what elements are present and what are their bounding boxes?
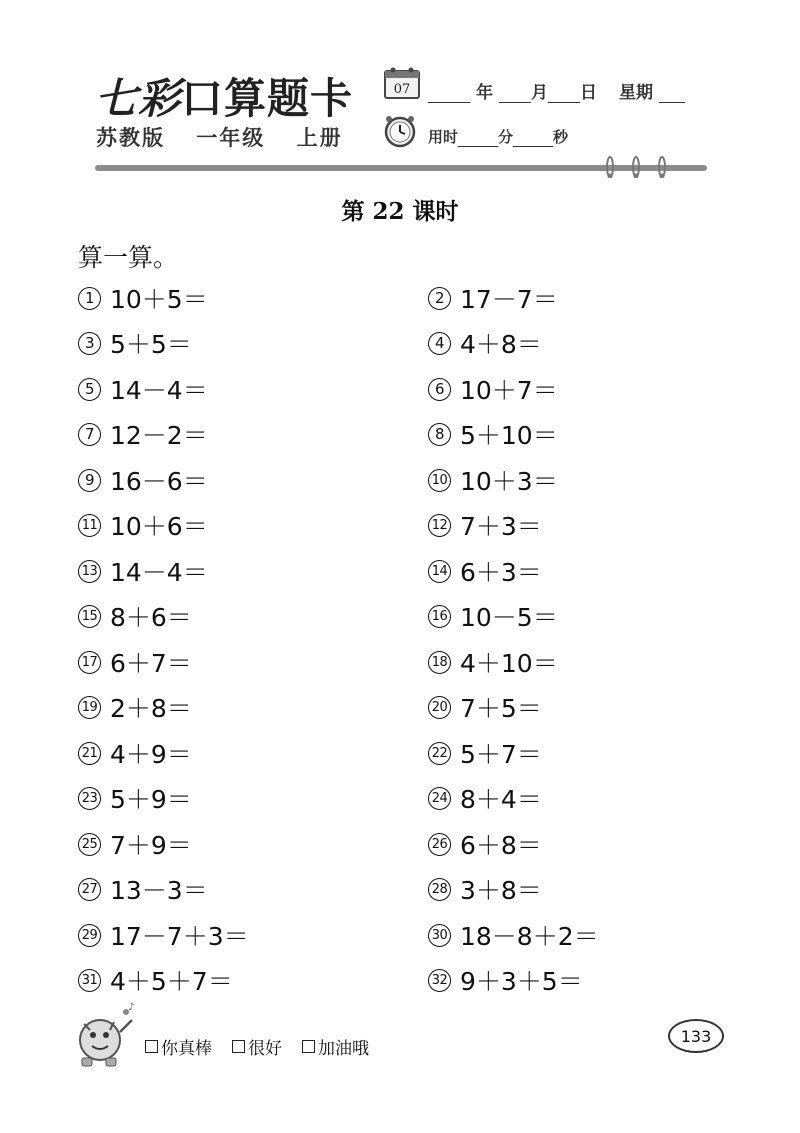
problem-expression: 5＋7＝ <box>460 740 542 769</box>
problem-expression: 2＋8＝ <box>110 694 192 723</box>
seconds-blank[interactable] <box>513 132 553 147</box>
problem-number: 10 <box>428 469 451 492</box>
brand-first: 七彩 <box>95 74 182 123</box>
problem-number: 22 <box>428 742 451 765</box>
problem-item <box>428 964 583 996</box>
problem-number: 24 <box>428 787 451 810</box>
weekday-blank[interactable] <box>659 88 685 103</box>
month-label: 月 <box>531 83 548 103</box>
problem-expression: 17－7＋3＝ <box>110 922 249 951</box>
problem-expression: 4＋9＝ <box>110 740 192 769</box>
binder-ring-icon <box>606 156 614 178</box>
rating-label: 加油哦 <box>318 1039 369 1059</box>
problem-item <box>78 418 208 450</box>
problem-item <box>78 691 192 723</box>
edition-line <box>96 122 365 152</box>
problem-item <box>428 691 542 723</box>
problem-number: 7 <box>78 423 101 446</box>
problem-number: 6 <box>428 378 451 401</box>
problem-expression: 10＋7＝ <box>460 376 558 405</box>
problem-number: 27 <box>78 878 101 901</box>
problem-number: 11 <box>78 514 101 537</box>
problem-item <box>428 418 558 450</box>
problem-expression: 8＋6＝ <box>110 603 192 632</box>
calendar-day: 07 <box>393 82 411 97</box>
problem-item <box>78 327 192 359</box>
problem-number: 1 <box>78 287 101 310</box>
problem-item <box>428 919 599 951</box>
problem-number: 3 <box>78 332 101 355</box>
rating-option[interactable] <box>302 1034 369 1059</box>
svg-text:♪: ♪ <box>128 1002 135 1013</box>
problem-item <box>428 828 542 860</box>
problem-number: 17 <box>78 651 101 674</box>
problem-item <box>428 373 558 405</box>
problem-item <box>428 464 558 496</box>
problem-number: 14 <box>428 560 451 583</box>
rating-option[interactable] <box>232 1034 282 1059</box>
problem-number: 28 <box>428 878 451 901</box>
year-label: 年 <box>476 83 493 103</box>
problem-expression: 7＋3＝ <box>460 512 542 541</box>
lesson-title: 第 22 课时 <box>341 198 459 225</box>
problem-number: 5 <box>78 378 101 401</box>
weekday-label: 星期 <box>619 83 653 103</box>
problem-number: 19 <box>78 696 101 719</box>
problem-number: 15 <box>78 605 101 628</box>
mascot-illustration <box>70 1002 140 1070</box>
rating-checkbox[interactable] <box>232 1040 245 1053</box>
problem-item <box>78 919 249 951</box>
problem-expression: 7＋5＝ <box>460 694 542 723</box>
problem-item <box>78 464 208 496</box>
problem-number: 20 <box>428 696 451 719</box>
problem-item <box>428 327 542 359</box>
problem-item <box>78 873 208 905</box>
problem-number: 16 <box>428 605 451 628</box>
day-label: 日 <box>580 83 597 103</box>
problem-item <box>78 555 208 587</box>
problem-expression: 16－6＝ <box>110 467 208 496</box>
problem-expression: 4＋10＝ <box>460 649 558 678</box>
edition-grade: 一年级 <box>196 126 266 150</box>
problem-item <box>428 873 542 905</box>
problem-item <box>78 782 192 814</box>
problem-item <box>78 646 192 678</box>
problem-expression: 5＋9＝ <box>110 785 192 814</box>
date-line <box>428 78 685 103</box>
rating-checkbox[interactable] <box>302 1040 315 1053</box>
problem-expression: 6＋3＝ <box>460 558 542 587</box>
problem-expression: 17－7＝ <box>460 285 558 314</box>
problem-item <box>428 282 558 314</box>
problem-number: 30 <box>428 924 451 947</box>
minutes-blank[interactable] <box>458 132 498 147</box>
rating-checkbox[interactable] <box>145 1040 158 1053</box>
problem-expression: 4＋8＝ <box>460 330 542 359</box>
rating-option[interactable] <box>145 1034 212 1059</box>
problem-expression: 10＋3＝ <box>460 467 558 496</box>
problem-expression: 14－4＝ <box>110 376 208 405</box>
problem-item <box>78 373 208 405</box>
rating-label: 很好 <box>248 1039 282 1059</box>
problem-expression: 5＋10＝ <box>460 421 558 450</box>
seconds-label: 秒 <box>553 128 569 146</box>
problem-item <box>78 282 208 314</box>
problem-item <box>428 555 542 587</box>
problem-number: 9 <box>78 469 101 492</box>
problem-number: 13 <box>78 560 101 583</box>
problem-number: 2 <box>428 287 451 310</box>
problem-expression: 10＋6＝ <box>110 512 208 541</box>
problem-item <box>428 737 542 769</box>
problem-item <box>78 600 192 632</box>
problem-item <box>78 828 192 860</box>
month-blank[interactable] <box>499 88 531 103</box>
problem-expression: 14－4＝ <box>110 558 208 587</box>
problem-number: 32 <box>428 969 451 992</box>
problem-number: 25 <box>78 833 101 856</box>
clock-icon <box>383 114 417 148</box>
problem-expression: 18－8＋2＝ <box>460 922 599 951</box>
problem-expression: 3＋8＝ <box>460 876 542 905</box>
edition-volume: 上册 <box>296 126 343 150</box>
calendar-icon <box>383 66 421 100</box>
time-used-label: 用时 <box>428 128 459 146</box>
brand-title <box>95 66 353 126</box>
instruction: 算一算。 <box>78 243 179 272</box>
minutes-label: 分 <box>498 128 514 146</box>
problem-number: 12 <box>428 514 451 537</box>
problem-number: 29 <box>78 924 101 947</box>
problem-number: 31 <box>78 969 101 992</box>
problem-expression: 12－2＝ <box>110 421 208 450</box>
rating-options <box>145 1034 369 1059</box>
problem-number: 18 <box>428 651 451 674</box>
header-divider <box>95 165 707 171</box>
year-blank[interactable] <box>428 88 470 103</box>
problem-expression: 9＋3＋5＝ <box>460 967 583 996</box>
problem-expression: 4＋5＋7＝ <box>110 967 233 996</box>
problem-expression: 13－3＝ <box>110 876 208 905</box>
problem-item <box>78 737 192 769</box>
page-number: 133 <box>668 1019 724 1053</box>
problem-expression: 10＋5＝ <box>110 285 208 314</box>
problem-expression: 10－5＝ <box>460 603 558 632</box>
problem-number: 21 <box>78 742 101 765</box>
problem-item <box>428 600 558 632</box>
problem-item <box>428 646 558 678</box>
brand-rest: 口算题卡 <box>181 74 354 123</box>
problem-item <box>78 509 208 541</box>
problem-expression: 6＋8＝ <box>460 831 542 860</box>
binder-ring-icon <box>658 156 666 178</box>
day-blank[interactable] <box>548 88 580 103</box>
edition-publisher: 苏教版 <box>96 126 165 150</box>
time-line <box>428 126 568 147</box>
problem-expression: 8＋4＝ <box>460 785 542 814</box>
problem-item <box>428 782 542 814</box>
problem-expression: 7＋9＝ <box>110 831 192 860</box>
problem-number: 26 <box>428 833 451 856</box>
problem-number: 8 <box>428 423 451 446</box>
binder-ring-icon <box>632 156 640 178</box>
problem-expression: 5＋5＝ <box>110 330 192 359</box>
rating-label: 你真棒 <box>161 1039 212 1059</box>
problem-expression: 6＋7＝ <box>110 649 192 678</box>
problem-number: 4 <box>428 332 451 355</box>
problem-item <box>428 509 542 541</box>
problem-number: 23 <box>78 787 101 810</box>
problem-item <box>78 964 233 996</box>
